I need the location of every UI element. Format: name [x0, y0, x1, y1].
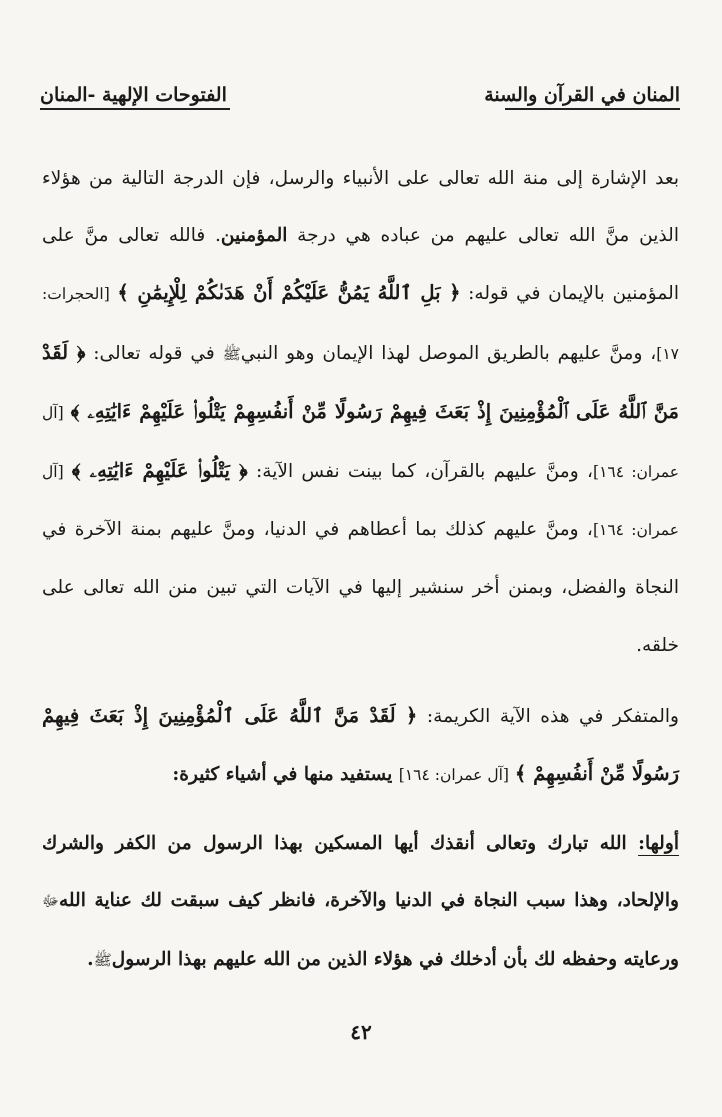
verse-citation: [آل عمران: ١٦٤]: [398, 766, 509, 785]
paragraph-1: [42, 150, 679, 674]
header-section-title: الفتوحات الإلهية -المنان: [40, 84, 227, 106]
salawat-mark: ﷺ: [93, 950, 112, 969]
page-number: ٤٢: [350, 1020, 372, 1044]
p1-text-3: ، ومنَّ عليهم بالطريق الموصل لهذا الإيمان وهو النبي: [240, 342, 657, 364]
running-header: [40, 78, 680, 118]
p1-text-6: ، ومنَّ عليهم كذلك بما أعطاهم في الدنيا، ومنَّ عليهم بمنة الآخرة في النجاة والفضل، وبمنن أخر سنشير إليها في الآيات التي تبين منن الله تعالى على خلقه.: [42, 519, 679, 656]
paragraph-3: [42, 815, 679, 989]
quran-verse: ﴿ بَلِ ٱللَّهُ يَمُنُّ عَلَيْكُمْ أَنْ هَدَىٰكُمْ لِلْإِيمَٰنِ ﴾: [117, 281, 461, 305]
p1-text-5: ، ومنَّ عليهم بالقرآن، كما بينت نفس الآية:: [247, 461, 593, 483]
p2-text-1: والمتفكر في هذه الآية الكريمة:: [417, 705, 680, 727]
header-rule-right: [505, 108, 680, 110]
quran-verse: ﴿ لَقَدْ مَنَّ ٱللَّهُ عَلَى ٱلْمُؤْمِنِينَ إِذْ بَعَثَ فِيهِمْ رَسُولًا مِّنْ أَنفُسِهِمْ يَتْلُوا۟ عَلَيْهِمْ ءَايَٰتِهِۦ ﴾: [42, 340, 679, 423]
body-text: [42, 150, 679, 989]
point-label: أولها:: [638, 833, 679, 855]
quran-verse: ﴿ لَقَدْ مَنَّ ٱللَّهُ عَلَى ٱلْمُؤْمِنِينَ إِذْ بَعَثَ فِيهِمْ رَسُولًا مِّنْ أَنفُسِهِمْ ﴾: [42, 703, 679, 786]
verse-citation: [آل عمران: ١٦٤]: [42, 403, 679, 482]
verse-citation: [الحجرات: ١٧]: [42, 285, 679, 363]
quran-verse: ﴿ يَتْلُوا۟ عَلَيْهِمْ ءَايَٰتِهِۦ ﴾: [71, 459, 248, 483]
salawat-mark: ﷺ: [222, 344, 241, 363]
p3-text-1: الله تبارك وتعالى أنقذك أيها المسكين بهذا الرسول من الكفر والشرك والإلحاد، وهذا سبب النجاة في الدنيا والآخرة، فانظر كيف سبقت لك عناية الله: [42, 833, 679, 912]
p3-text-3: .: [87, 948, 94, 970]
p1-text-4: في قوله تعالى:: [85, 342, 223, 364]
p3-text-2: ورعايته وحفظه لك بأن أدخلك في هؤلاء الذين من الله عليهم بهذا الرسول: [111, 948, 679, 970]
p2-text-2: يستفيد منها في أشياء كثيرة:: [172, 764, 399, 786]
paragraph-2: [42, 687, 679, 804]
honorific-mark: ﷻ: [42, 892, 59, 911]
header-rule-left: [40, 108, 230, 110]
p1-bold-term: المؤمنين: [220, 225, 288, 247]
p1-text-2: . فالله تعالى منَّ على المؤمنين بالإيمان في قوله:: [42, 225, 679, 305]
verse-citation: [آل عمران: ١٦٤]: [42, 463, 679, 540]
header-book-title: المنان في القرآن والسنة: [484, 84, 680, 106]
p1-text-1: بعد الإشارة إلى منة الله تعالى على الأنبياء والرسل، فإن الدرجة التالية من هؤلاء الذين منَّ الله تعالى عليهم من عباده هي درجة: [42, 168, 680, 247]
